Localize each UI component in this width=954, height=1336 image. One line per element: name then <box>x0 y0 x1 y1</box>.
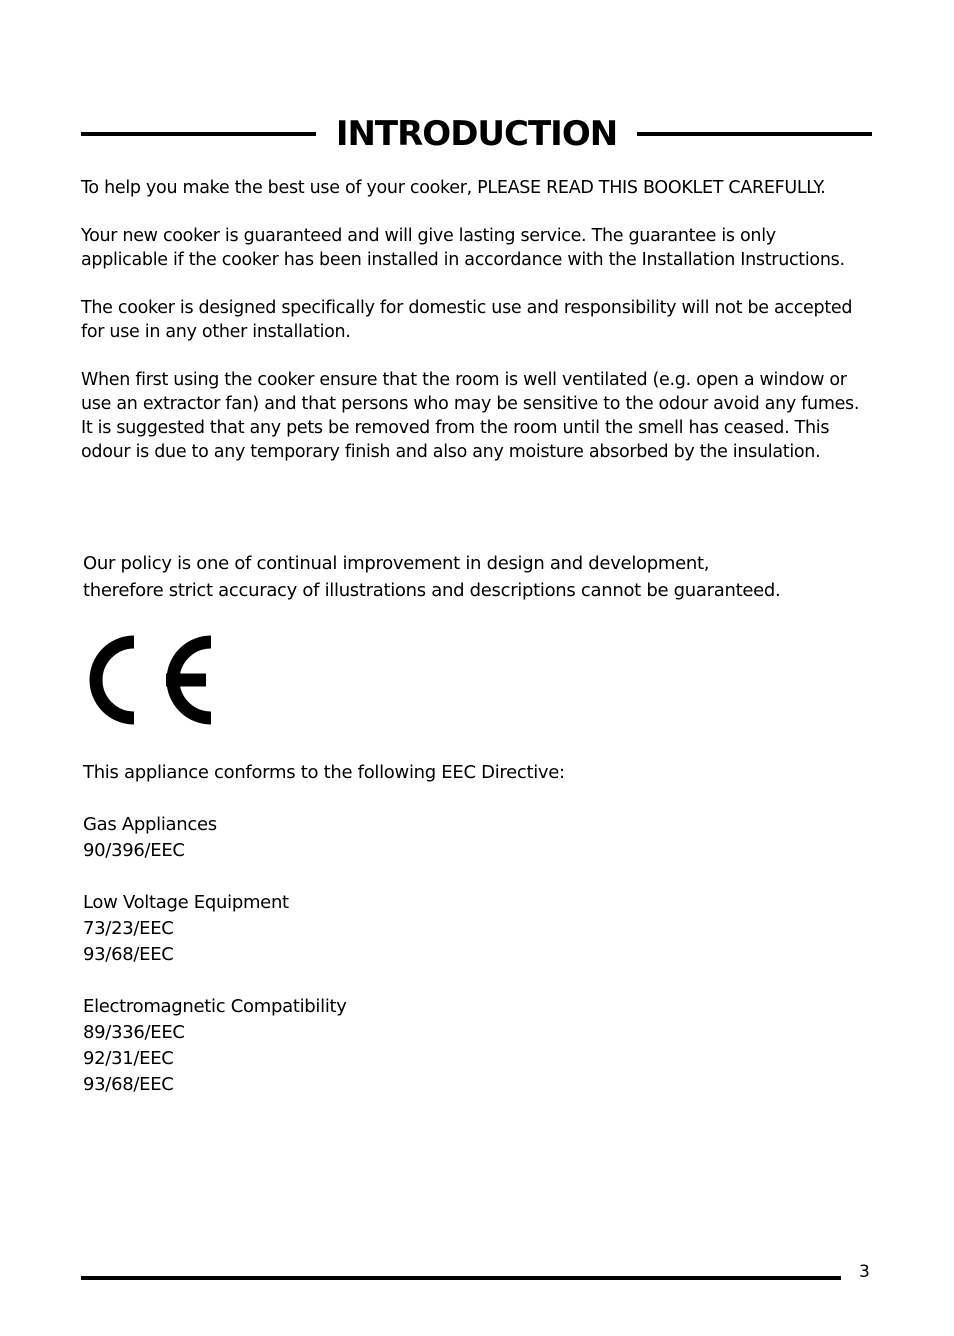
intro-paragraph: The cooker is designed specifically for domestic use and responsibility will not be accepted for use in any other installation. <box>81 298 853 342</box>
directive-group-low-voltage <box>83 890 783 968</box>
directive-name: Low Voltage Equipment <box>83 892 289 913</box>
policy-section <box>83 551 783 604</box>
intro-paragraph: When first using the cooker ensure that the room is well ventilated (e.g. open a window or use an extractor fan) and that persons who may be sensitive to the odour avoid any fumes. It is suggested that any pets be removed from the room until the smell has ceased. This odour is due to any temporary finish and also any moisture absorbed by the insulation. <box>81 370 860 462</box>
intro-paragraph: Your new cooker is guaranteed and will give lasting service. The guarantee is only applicable if the cooker has been installed in accordance with the Installation Instructions. <box>81 226 845 270</box>
ce-mark-svg <box>84 635 214 725</box>
directive-name: Gas Appliances <box>83 814 217 835</box>
directives-lead: This appliance conforms to the following EEC Directive: <box>83 762 565 783</box>
page-title: INTRODUCTION <box>335 114 618 154</box>
directive-code: 90/396/EEC <box>83 840 185 861</box>
heading-rule-left <box>81 132 316 136</box>
directive-code: 93/68/EEC <box>83 1074 174 1095</box>
page-number: 3 <box>859 1262 870 1282</box>
directives-section <box>83 760 783 1124</box>
directive-code: 92/31/EEC <box>83 1048 174 1069</box>
directive-group-emc <box>83 994 783 1098</box>
directive-code: 89/336/EEC <box>83 1022 185 1043</box>
directive-group-gas <box>83 812 783 864</box>
directive-code: 73/23/EEC <box>83 918 174 939</box>
intro-paragraph: To help you make the best use of your cooker, PLEASE READ THIS BOOKLET CAREFULLY. <box>81 178 826 198</box>
directive-code: 93/68/EEC <box>83 944 174 965</box>
policy-text: Our policy is one of continual improvement in design and development, therefore strict accuracy of illustrations and descriptions cannot be guaranteed. <box>83 553 781 601</box>
intro-section <box>81 176 861 488</box>
directive-name: Electromagnetic Compatibility <box>83 996 347 1017</box>
page-heading <box>81 112 872 156</box>
footer-rule <box>81 1276 841 1280</box>
ce-mark-icon <box>84 635 214 725</box>
heading-rule-right <box>637 132 872 136</box>
